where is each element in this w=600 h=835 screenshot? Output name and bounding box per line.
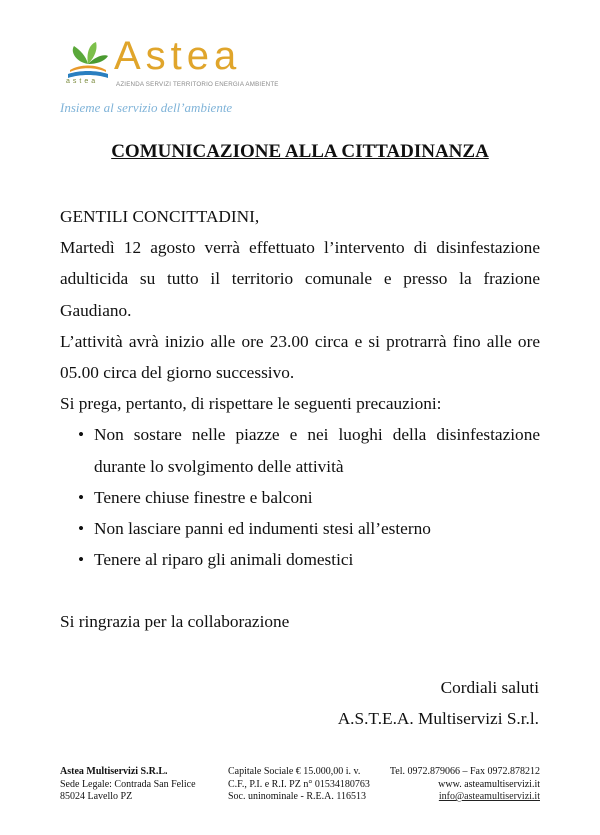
thanks-line: Si ringrazia per la collaborazione (60, 612, 290, 632)
tagline: Insieme al servizio dell’ambiente (60, 100, 233, 115)
footer-legal-info (228, 766, 370, 804)
logo-subtitle: AZIENDA SERVIZI TERRITORIO ENERGIA AMBIENTE (116, 81, 279, 88)
list-item (60, 419, 540, 481)
footer-company-info (60, 766, 196, 804)
footer-capital: Capitale Sociale € 15.000,00 i. v. (228, 766, 361, 777)
list-item-text: Tenere al riparo gli animali domestici (94, 550, 354, 570)
paragraph-precautions: Si prega, pertanto, di rispettare le seguenti precauzioni: (60, 394, 442, 414)
list-item-text: Non sostare nelle piazze e nei luoghi della disinfestazione durante lo svolgimento delle attività (94, 425, 540, 476)
closing-block (338, 672, 539, 734)
paragraph-time: L’attività avrà inizio alle ore 23.00 circa e si protrarrà fino alle ore 05.00 circa del giorno successivo. (60, 331, 540, 383)
list-item (60, 544, 540, 575)
logo-wordmark: Astea (114, 34, 242, 78)
document-title: COMUNICAZIONE ALLA CITTADINANZA (111, 141, 489, 162)
list-item (60, 513, 540, 544)
bullet-icon: • (78, 425, 85, 445)
footer-email-link[interactable]: info@asteamultiservizi.it (438, 791, 540, 802)
company-logo (66, 34, 279, 98)
list-item-text: Tenere chiuse finestre e balconi (94, 487, 313, 507)
precautions-list (60, 419, 540, 575)
spacer (60, 575, 540, 606)
letter-body (60, 201, 540, 638)
bullet-icon: • (78, 550, 85, 570)
astea-leaf-logo-icon (66, 42, 110, 82)
bullet-icon: • (78, 487, 85, 507)
footer-tax-id: C.F., P.I. e R.I. PZ n° 01534180763 (228, 778, 370, 790)
logo-small-text: astea (66, 78, 99, 85)
bullet-icon: • (78, 519, 85, 539)
footer-contacts (390, 766, 540, 804)
greeting: GENTILI CONCITTADINI, (60, 207, 260, 226)
paragraph-date: Martedì 12 agosto verrà effettuato l’intervento di disinfestazione adulticida su tutto il territorio comunale e presso la frazione Gaudiano. (60, 238, 540, 320)
footer-city: 85024 Lavello PZ (60, 791, 133, 802)
list-item-text: Non lasciare panni ed indumenti stesi all’esterno (94, 519, 431, 539)
footer-website-link[interactable]: www. asteamultiservizi.it (438, 778, 540, 790)
footer-phone-fax: Tel. 0972.879066 – Fax 0972.878212 (389, 766, 540, 777)
list-item (60, 482, 540, 513)
footer-company-name: Astea Multiservizi S.R.L. (60, 766, 168, 777)
closing-greeting: Cordiali saluti (440, 678, 539, 697)
footer-address: Sede Legale: Contrada San Felice (60, 778, 196, 790)
signature: A.S.T.E.A. Multiservizi S.r.l. (337, 709, 539, 728)
footer-rea: Soc. uninominale - R.E.A. 116513 (228, 791, 366, 802)
